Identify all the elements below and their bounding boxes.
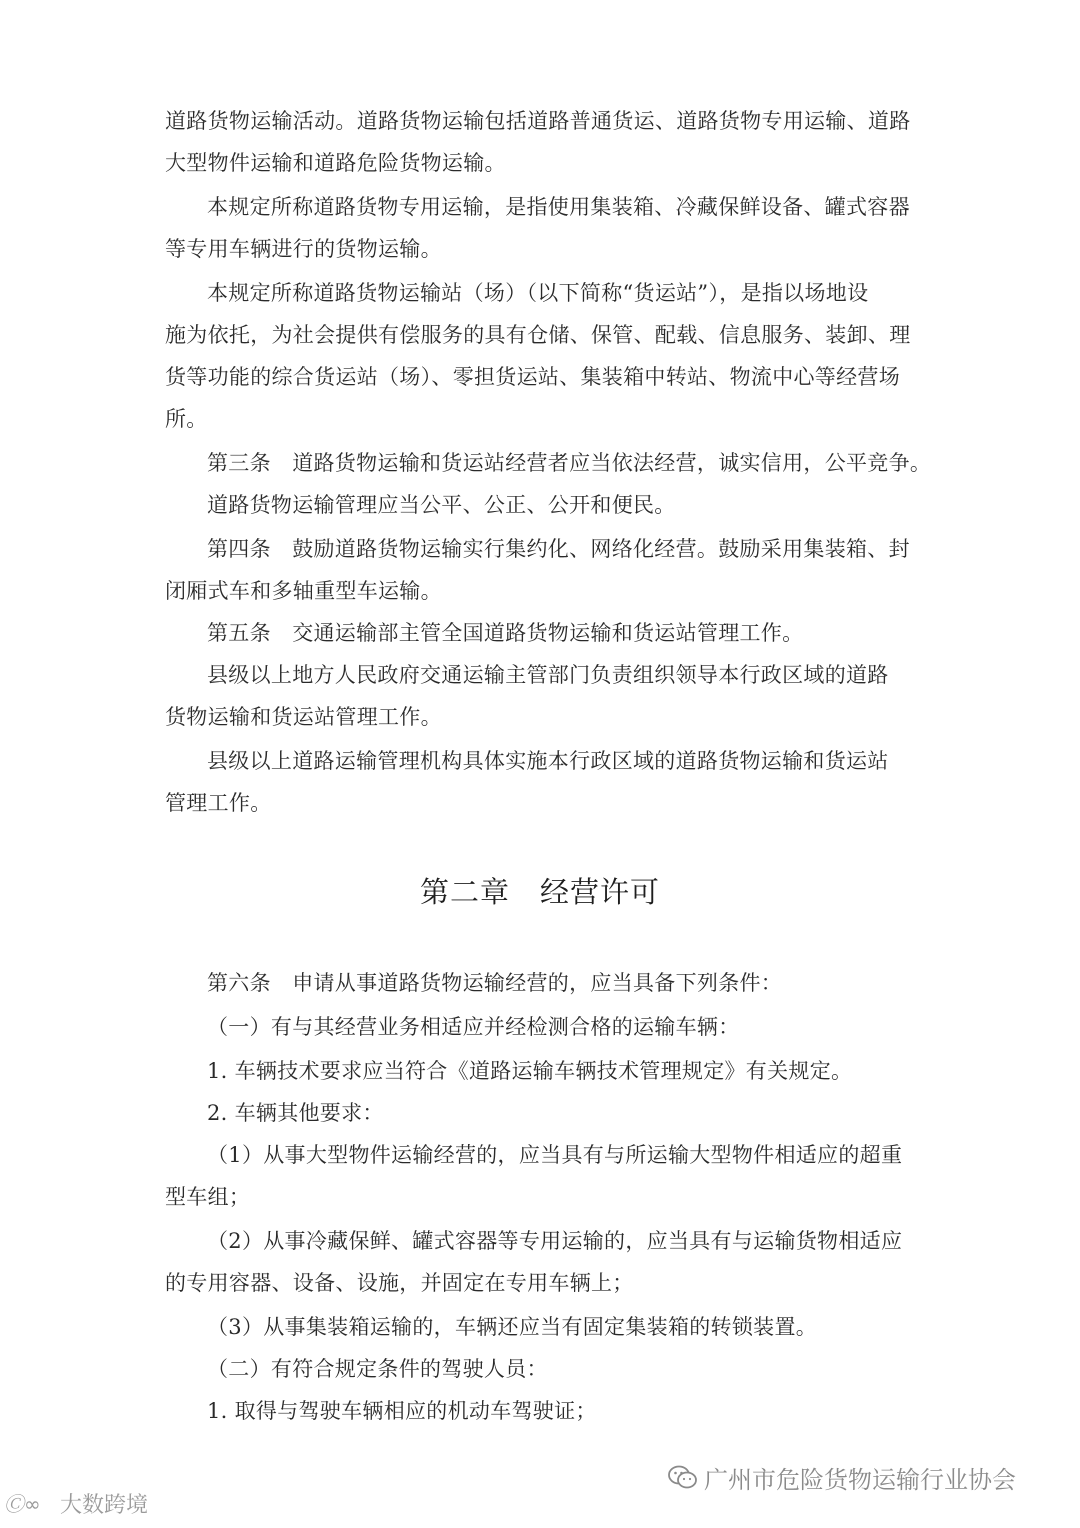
text-line: 闭厢式车和多轴重型车运输。 bbox=[165, 579, 442, 603]
source-watermark bbox=[668, 1460, 1016, 1495]
text-line: 货物运输和货运站管理工作。 bbox=[165, 705, 442, 729]
text-line: 货等功能的综合货运站（场）、零担货运站、集装箱中转站、物流中心等经营场 bbox=[165, 365, 900, 389]
brand-watermark-text: 大数跨境 bbox=[60, 1493, 149, 1518]
text-line: 施为依托，为社会提供有偿服务的具有仓储、保管、配载、信息服务、装卸、理 bbox=[165, 323, 911, 347]
text-line: 县级以上道路运输管理机构具体实施本行政区域的道路货物运输和货运站 bbox=[207, 749, 889, 773]
text-line: （二）有符合规定条件的驾驶人员： bbox=[207, 1357, 548, 1381]
text-line: 大型物件运输和道路危险货物运输。 bbox=[165, 151, 506, 175]
brand-logo-icon bbox=[4, 1492, 54, 1516]
text-line: 2. 车辆其他要求： bbox=[207, 1101, 384, 1125]
text-line: （2）从事冷藏保鲜、罐式容器等专用运输的，应当具有与运输货物相适应 bbox=[207, 1229, 903, 1253]
text-line: 本规定所称道路货物专用运输，是指使用集装箱、冷藏保鲜设备、罐式容器 bbox=[207, 195, 910, 219]
text-line: 本规定所称道路货物运输站（场）（以下简称“货运站”），是指以场地设 bbox=[207, 281, 869, 305]
text-line: 县级以上地方人民政府交通运输主管部门负责组织领导本行政区域的道路 bbox=[207, 663, 889, 687]
article-4-line: 第四条 鼓励道路货物运输实行集约化、网络化经营。鼓励采用集装箱、封 bbox=[207, 537, 910, 561]
text-line: 道路货物运输活动。道路货物运输包括道路普通货运、道路货物专用运输、道路 bbox=[165, 109, 911, 133]
text-line: 1. 取得与驾驶车辆相应的机动车驾驶证； bbox=[207, 1399, 597, 1423]
article-5-line: 第五条 交通运输部主管全国道路货物运输和货运站管理工作。 bbox=[207, 621, 804, 645]
brand-watermark bbox=[4, 1488, 148, 1519]
article-6-line: 第六条 申请从事道路货物运输经营的，应当具备下列条件： bbox=[207, 971, 783, 995]
text-line: （1）从事大型物件运输经营的，应当具有与所运输大型物件相适应的超重 bbox=[207, 1143, 903, 1167]
text-line: （一）有与其经营业务相适应并经检测合格的运输车辆： bbox=[207, 1015, 740, 1039]
text-line: （3）从事集装箱运输的，车辆还应当有固定集装箱的转锁装置。 bbox=[207, 1315, 818, 1339]
svg-text:Ⓒ∞: Ⓒ∞ bbox=[4, 1491, 41, 1516]
wechat-icon bbox=[668, 1465, 698, 1491]
article-3-line: 第三条 道路货物运输和货运站经营者应当依法经营，诚实信用，公平竞争。 bbox=[207, 451, 932, 475]
text-line: 道路货物运输管理应当公平、公正、公开和便民。 bbox=[207, 493, 676, 517]
text-line: 管理工作。 bbox=[165, 791, 272, 815]
text-line: 1. 车辆技术要求应当符合《道路运输车辆技术管理规定》有关规定。 bbox=[207, 1059, 853, 1083]
text-line: 等专用车辆进行的货物运输。 bbox=[165, 237, 442, 261]
chapter-title: 第二章 经营许可 bbox=[419, 875, 660, 909]
text-line: 的专用容器、设备、设施，并固定在专用车辆上； bbox=[165, 1271, 634, 1295]
source-watermark-text: 广州市危险货物运输行业协会 bbox=[704, 1466, 1016, 1494]
text-line: 型车组； bbox=[165, 1185, 251, 1209]
text-line: 所。 bbox=[165, 407, 208, 431]
